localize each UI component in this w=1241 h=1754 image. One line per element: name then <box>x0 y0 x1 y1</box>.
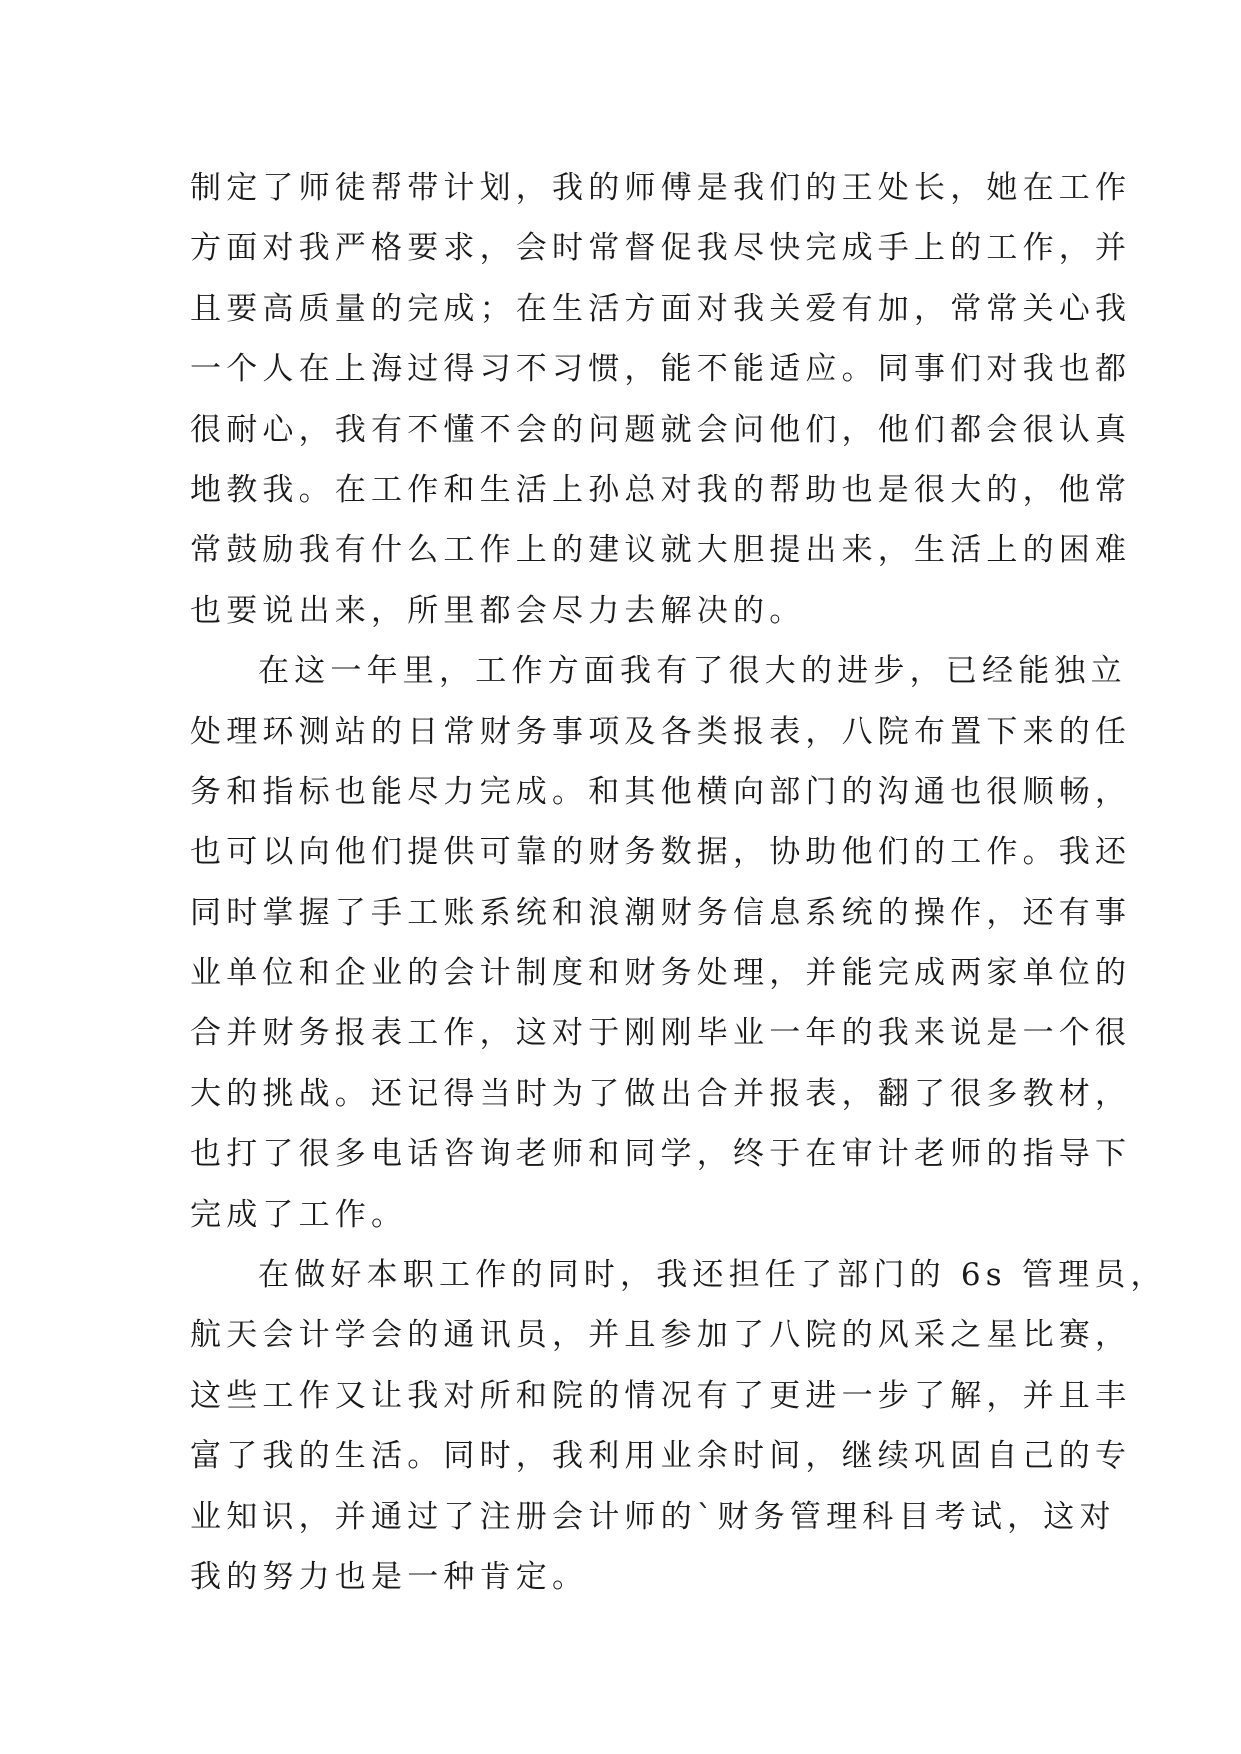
paragraph-2-line-6: 业单位和企业的会计制度和财务处理，并能完成两家单位的 <box>190 955 1132 992</box>
paragraph-1-line-4: 一个人在上海过得习不习惯，能不能适应。同事们对我也都 <box>190 351 1132 388</box>
paragraph-2-line-1: 在这一年里，工作方面我有了很大的进步，已经能独立 <box>258 653 1127 690</box>
paragraph-2-line-9: 也打了很多电话咨询老师和同学，终于在审计老师的指导下 <box>190 1136 1132 1173</box>
paragraph-2-line-2: 处理环测站的日常财务事项及各类报表，八院布置下来的任 <box>190 713 1132 750</box>
paragraph-2-line-3: 务和指标也能尽力完成。和其他横向部门的沟通也很顺畅， <box>190 773 1132 810</box>
paragraph-2-line-8: 大的挑战。还记得当时为了做出合并报表，翻了很多教材， <box>190 1075 1132 1112</box>
paragraph-1-line-2: 方面对我严格要求，会时常督促我尽快完成手上的工作，并 <box>190 230 1132 267</box>
paragraph-1-line-8: 也要说出来，所里都会尽力去解决的。 <box>190 592 806 629</box>
paragraph-1-line-5: 很耐心，我有不懂不会的问题就会问他们，他们都会很认真 <box>190 411 1132 448</box>
paragraph-1-line-6: 地教我。在工作和生活上孙总对我的帮助也是很大的，他常 <box>190 471 1132 508</box>
paragraph-2-line-7: 合并财务报表工作，这对于刚刚毕业一年的我来说是一个很 <box>190 1015 1132 1052</box>
paragraph-2-line-4: 也可以向他们提供可靠的财务数据，协助他们的工作。我还 <box>190 834 1132 871</box>
paragraph-3-line-1: 在做好本职工作的同时，我还担任了部门的 6s 管理员， <box>258 1257 1167 1294</box>
paragraph-3-line-3: 这些工作又让我对所和院的情况有了更进一步了解，并且丰 <box>190 1377 1132 1414</box>
paragraph-3-line-6: 我的努力也是一种肯定。 <box>190 1558 589 1595</box>
paragraph-1-line-1: 制定了师徒帮带计划，我的师傅是我们的王处长，她在工作 <box>190 170 1132 206</box>
document-body <box>190 158 1167 1607</box>
paragraph-2-line-5: 同时掌握了手工账系统和浪潮财务信息系统的操作，还有事 <box>190 894 1132 931</box>
paragraph-3-line-4: 富了我的生活。同时，我利用业余时间，继续巩固自己的专 <box>190 1438 1132 1475</box>
paragraph-3-line-2: 航天会计学会的通讯员，并且参加了八院的风采之星比赛， <box>190 1317 1132 1354</box>
paragraph-1-line-7: 常鼓励我有什么工作上的建议就大胆提出来，生活上的困难 <box>190 532 1132 569</box>
paragraph-2-line-10: 完成了工作。 <box>190 1196 408 1233</box>
paragraph-3-line-5: 业知识，并通过了注册会计师的`财务管理科目考试，这对 <box>190 1498 1116 1535</box>
paragraph-1-line-3: 且要高质量的完成；在生活方面对我关爱有加，常常关心我 <box>190 290 1132 327</box>
